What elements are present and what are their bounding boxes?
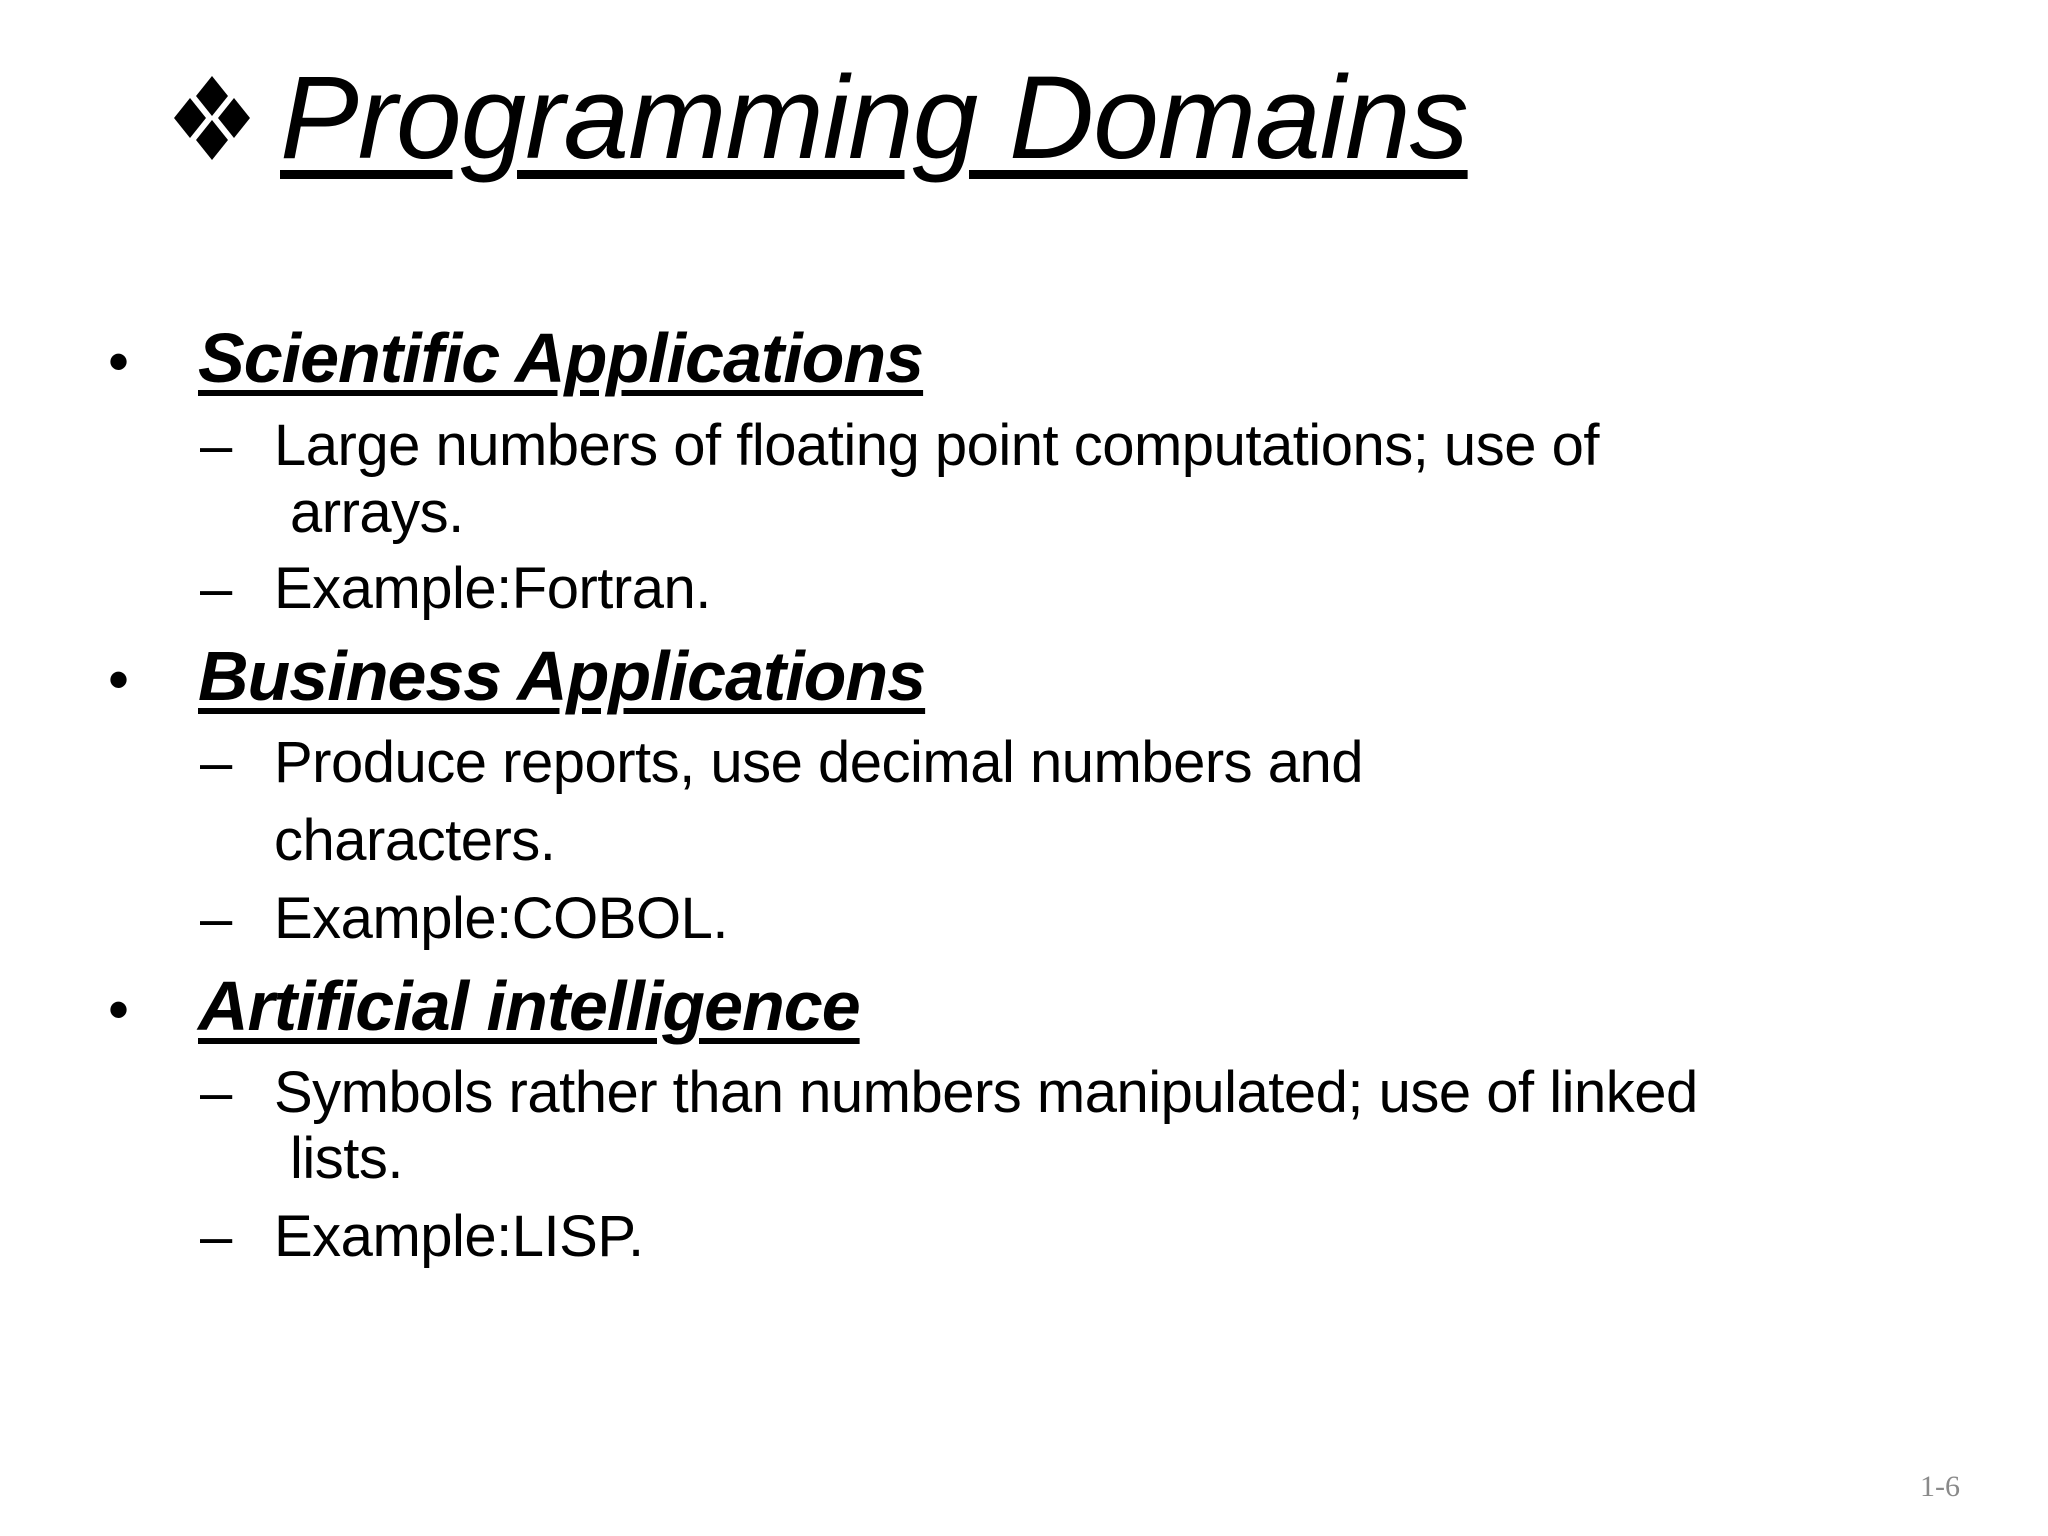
sub-item [200,558,711,620]
sub-item [200,1062,1698,1124]
sub-item [200,415,1599,477]
bullet-item-business [108,638,925,714]
bullet-dot: • [108,328,130,395]
dash-glyph: – [200,556,233,621]
sub-item-text: Produce reports, use decimal numbers and [274,730,1364,795]
sub-item-continuation: arrays. [290,480,464,545]
dash-glyph: – [200,730,233,795]
dash-glyph: – [200,413,233,478]
sub-item [200,888,728,950]
dash-glyph: – [200,1060,233,1125]
slide-title: Programming Domains [280,52,1468,184]
bullet-dot: • [108,976,130,1043]
sub-item-continuation: characters. [274,808,556,873]
dash-glyph: – [200,1204,233,1269]
bullet-item-scientific [108,320,923,396]
sub-item-text: Example:Fortran. [274,556,711,621]
sub-item-text: Example:LISP. [274,1204,644,1269]
bullet-heading-business: Business Applications [198,637,926,715]
slide-number: 1-6 [1920,1470,1960,1503]
bullet-heading-ai: Artificial intelligence [198,967,860,1045]
dash-glyph: – [200,886,233,951]
bullet-heading-scientific: Scientific Applications [198,319,924,397]
bullet-dot: • [108,646,130,713]
sub-item-text: Large numbers of floating point computations; use of [274,413,1599,478]
sub-item [200,732,1363,794]
sub-item [200,1206,644,1268]
sub-item-text: Symbols rather than numbers manipulated; use of linked [274,1060,1698,1125]
sub-item-continuation: lists. [290,1126,403,1191]
sub-item-text: Example:COBOL. [274,886,728,951]
bullet-item-ai [108,968,860,1044]
